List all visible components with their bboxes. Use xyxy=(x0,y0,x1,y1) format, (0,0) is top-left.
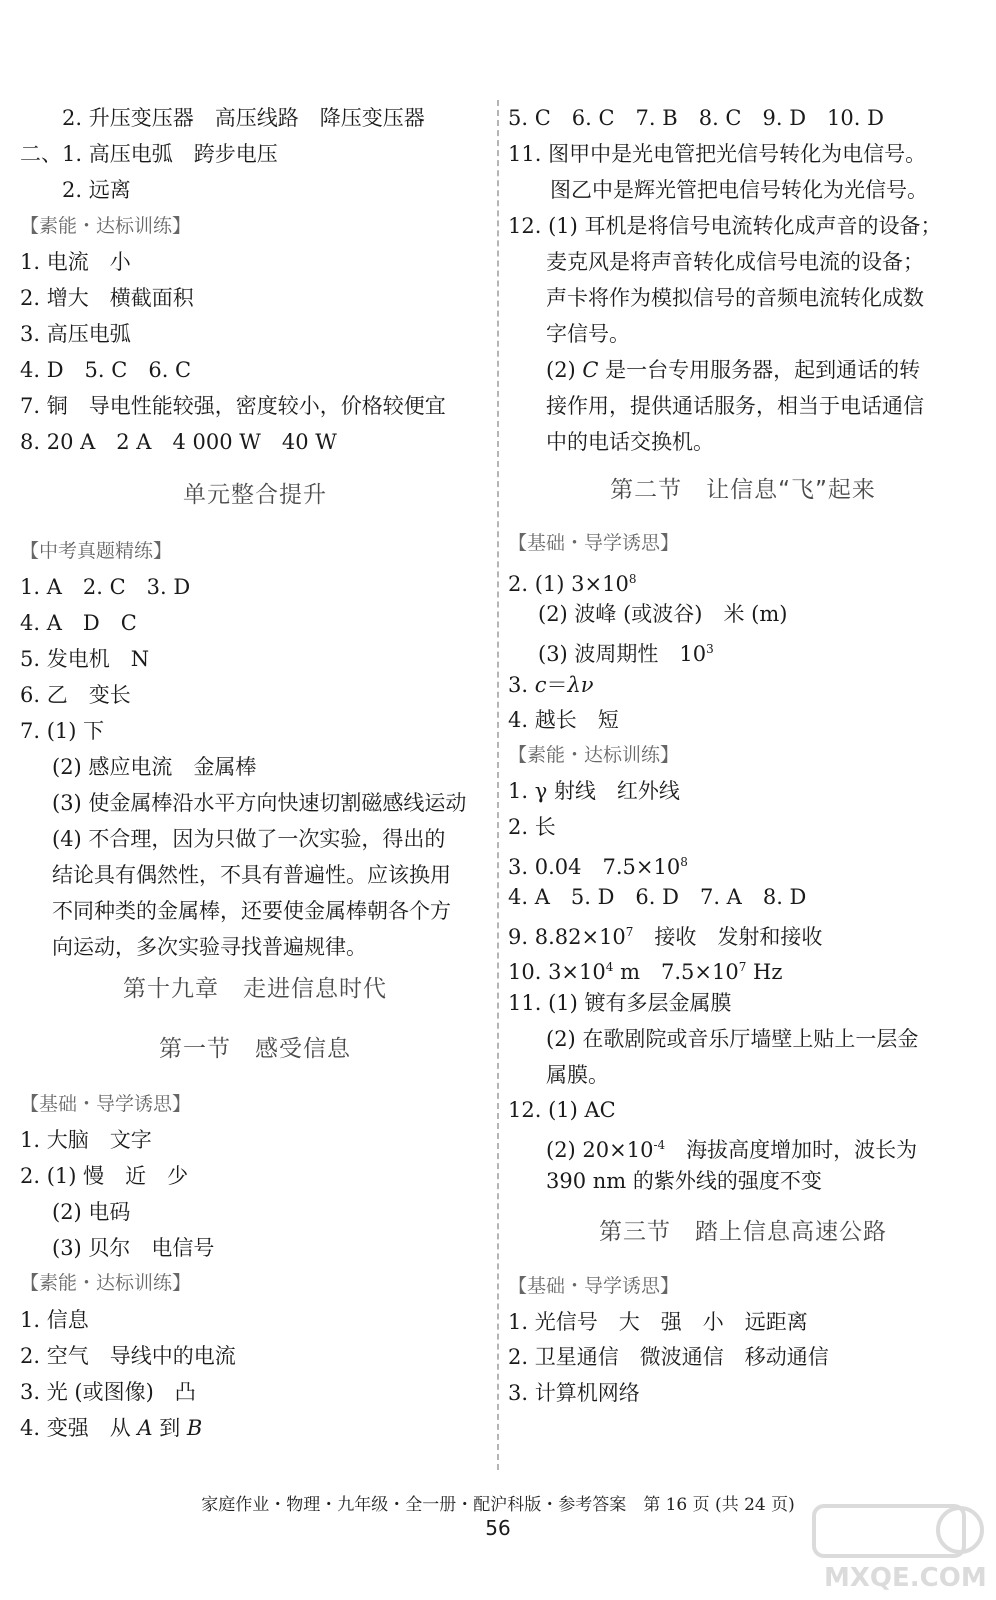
section-tag: 【基础・导学诱思】 xyxy=(508,1275,680,1297)
page-number: 56 xyxy=(485,1516,511,1540)
answer-line: 3. 光 (或图像) 凸 xyxy=(20,1380,196,1404)
section-tag: 【中考真题精练】 xyxy=(20,540,173,562)
section-tag: 【素能・达标训练】 xyxy=(20,215,192,237)
answer-line: 图乙中是辉光管把电信号转化为光信号。 xyxy=(550,178,928,202)
answer-line: 3. 计算机网络 xyxy=(508,1381,640,1405)
section-tag: 【基础・导学诱思】 xyxy=(508,532,680,554)
answer-line: 3. 高压电弧 xyxy=(20,322,131,346)
answer-line: 2. 升压变压器 高压线路 降压变压器 xyxy=(62,106,425,130)
answer-line: 2. 长 xyxy=(508,815,556,839)
answer-line: 6. 乙 变长 xyxy=(20,683,131,707)
answer-line: 1. 光信号 大 强 小 远距离 xyxy=(508,1310,808,1334)
answer-line: 2. 增大 横截面积 xyxy=(20,286,194,310)
section-tag: 【素能・达标训练】 xyxy=(508,744,680,766)
answer-line: (2) C 是一台专用服务器，起到通话的转 xyxy=(546,358,921,382)
answer-line: 2. 卫星通信 微波通信 移动通信 xyxy=(508,1345,829,1369)
answer-line: (2) 在歌剧院或音乐厅墙壁上贴上一层金 xyxy=(546,1027,919,1051)
answer-line: 12. (1) AC xyxy=(508,1098,616,1122)
answer-line: 4. D 5. C 6. C xyxy=(20,358,192,382)
answer-line: (3) 贝尔 电信号 xyxy=(52,1236,215,1260)
answer-line: 1. 信息 xyxy=(20,1308,89,1332)
answer-line: 4. A D C xyxy=(20,611,137,635)
chapter-heading: 第十九章 走进信息时代 xyxy=(123,976,387,1002)
answer-line: 4. A 5. D 6. D 7. A 8. D xyxy=(508,885,807,909)
answer-line: 3. c＝λν xyxy=(508,673,594,697)
svg-text:MXQE.COM: MXQE.COM xyxy=(824,1563,987,1593)
answer-line: 麦克风是将声音转化成信号电流的设备； xyxy=(546,250,924,274)
answer-line: 2. (1) 慢 近 少 xyxy=(20,1164,189,1188)
answer-line: 11. (1) 镀有多层金属膜 xyxy=(508,991,732,1015)
answer-line: 10. $3\times 10^4$ m $7.5\times 10^7$ Hz xyxy=(508,960,783,984)
answer-line: 结论具有偶然性，不具有普遍性。应该换用 xyxy=(52,863,451,887)
answer-line: 4. 越长 短 xyxy=(508,708,619,732)
answer-line: 1. 电流 小 xyxy=(20,250,131,274)
answer-line: 声卡将作为模拟信号的音频电流转化成数 xyxy=(546,286,924,310)
answer-line: 2. 远离 xyxy=(62,178,131,202)
section-heading: 第一节 感受信息 xyxy=(159,1036,351,1062)
answer-line: 9. $8.82\times 10^7$ 接收 发射和接收 xyxy=(508,925,823,949)
answer-line: 1. A 2. C 3. D xyxy=(20,575,191,599)
answer-line: 390 nm 的紫外线的强度不变 xyxy=(546,1169,822,1193)
unit-heading: 单元整合提升 xyxy=(183,482,327,508)
answer-line: (3) 使金属棒沿水平方向快速切割磁感线运动 xyxy=(52,791,467,815)
answer-line: (3) 波周期性 $10^3$ xyxy=(538,642,714,666)
answer-line: 接作用，提供通话服务，相当于电话通信 xyxy=(546,394,924,418)
answer-line: 7. 铜 导电性能较强，密度较小，价格较便宜 xyxy=(20,394,446,418)
answer-line: 不同种类的金属棒，还要使金属棒朝各个方 xyxy=(52,899,451,923)
answer-line: (4) 不合理，因为只做了一次实验，得出的 xyxy=(52,827,446,851)
answer-line: 3. 0.04 $7.5\times 10^8$ xyxy=(508,855,688,879)
answer-line: 5. C 6. C 7. B 8. C 9. D 10. D xyxy=(508,106,884,130)
answer-line: 字信号。 xyxy=(546,322,630,346)
answer-line: 7. (1) 下 xyxy=(20,719,105,743)
answer-line: 二、1. 高压电弧 跨步电压 xyxy=(20,142,278,166)
answer-line: 1. 大脑 文字 xyxy=(20,1128,152,1152)
answer-line: (2) 感应电流 金属棒 xyxy=(52,755,257,779)
page-footer: 家庭作业・物理・九年级・全一册・配沪科版・参考答案 第 16 页 (共 24 页) xyxy=(201,1495,795,1515)
section-heading: 第二节 让信息“飞”起来 xyxy=(610,477,876,503)
right-column xyxy=(508,0,978,1480)
left-column xyxy=(20,0,490,1480)
answer-line: 2. (1) $3\times 10^8$ xyxy=(508,572,637,596)
answer-line: (2) $20\times 10^{-4}$ 海拔高度增加时，波长为 xyxy=(546,1138,918,1162)
column-divider xyxy=(497,100,499,1470)
answer-line: 4. 变强 从 A 到 B xyxy=(20,1416,203,1440)
answer-line: 中的电话交换机。 xyxy=(546,430,714,454)
answer-line: 属膜。 xyxy=(546,1063,609,1087)
answer-line: 8. 20 A 2 A 4 000 W 40 W xyxy=(20,430,337,454)
answer-line: 向运动，多次实验寻找普遍规律。 xyxy=(52,935,367,959)
answer-line: (2) 电码 xyxy=(52,1200,131,1224)
watermark-logo xyxy=(810,1500,990,1595)
answer-line: 5. 发电机 N xyxy=(20,647,150,671)
answer-line: 12. (1) 耳机是将信号电流转化成声音的设备； xyxy=(508,214,942,238)
answer-line: 1. γ 射线 红外线 xyxy=(508,779,680,803)
section-tag: 【基础・导学诱思】 xyxy=(20,1093,192,1115)
section-tag: 【素能・达标训练】 xyxy=(20,1272,192,1294)
answer-line: 11. 图甲中是光电管把光信号转化为电信号。 xyxy=(508,142,927,166)
section-heading: 第三节 踏上信息高速公路 xyxy=(599,1219,887,1245)
answer-line: 2. 空气 导线中的电流 xyxy=(20,1344,236,1368)
answer-line: (2) 波峰 (或波谷) 米 (m) xyxy=(538,602,788,626)
